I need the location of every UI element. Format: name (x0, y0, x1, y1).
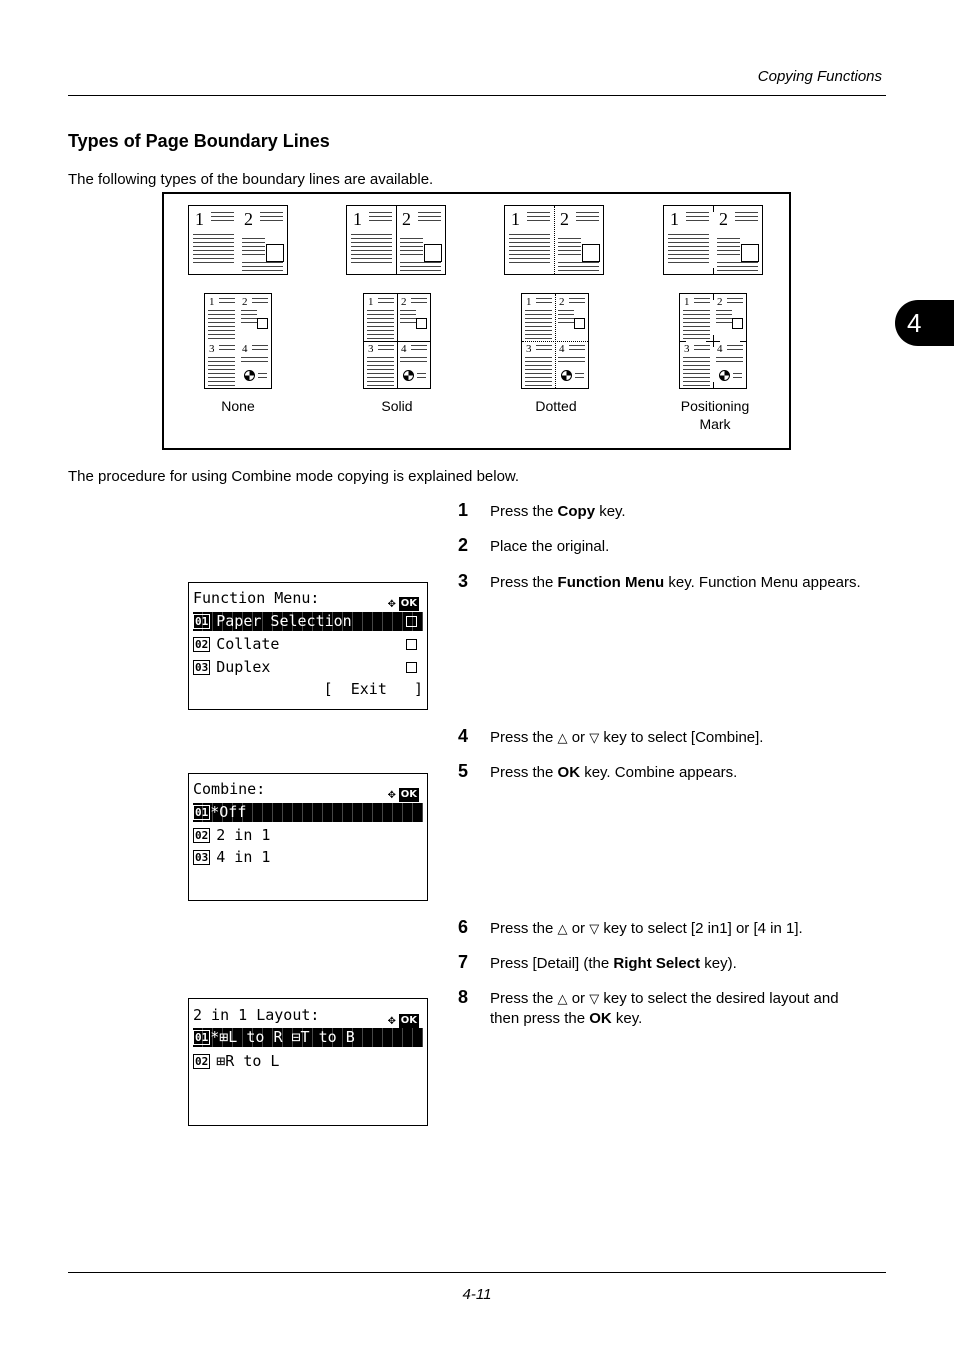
image-box-icon (574, 318, 585, 329)
step-text: Press the △ or ▽ key to select [Combine]. (490, 729, 764, 746)
text-lines (576, 212, 599, 224)
text-lines (694, 298, 710, 306)
text-lines (575, 373, 584, 381)
text-lines (411, 345, 427, 353)
text-lines (717, 262, 758, 274)
menu-item-collate[interactable]: 02 Collate (193, 635, 423, 654)
image-box-icon (582, 244, 600, 262)
boundary-line (396, 206, 397, 274)
down-arrow-icon: ▽ (589, 991, 600, 1006)
lcd-2in1-layout (188, 998, 428, 1126)
section-title: Types of Page Boundary Lines (68, 131, 330, 151)
text-lines (536, 298, 552, 306)
label-dotted: Dotted (535, 398, 577, 414)
label-positioning (655, 397, 775, 433)
page-number-label: 4 (559, 343, 565, 355)
ok-icon: OK (400, 1014, 417, 1026)
checkbox-icon (406, 639, 417, 650)
text-lines (242, 238, 265, 258)
pie-chart-icon (561, 370, 572, 381)
boundary-line (364, 341, 430, 342)
text-lines (252, 298, 268, 306)
navigation-icon: ✥ (387, 1013, 396, 1028)
text-lines (735, 212, 758, 224)
page-number-label: 1 (684, 296, 690, 308)
step-number: 6 (458, 917, 469, 937)
step-text: Press the OK key. Combine appears. (490, 764, 738, 781)
ok-icon: OK (400, 788, 417, 800)
text-lines (727, 298, 743, 306)
up-arrow-icon: △ (557, 991, 568, 1006)
page-quadrant (713, 341, 746, 388)
item-badge: 01 (195, 806, 209, 819)
text-lines (193, 234, 234, 266)
menu-item-paper-selection[interactable]: 01 Paper Selection (193, 612, 423, 631)
down-arrow-icon: ▽ (589, 921, 600, 936)
checkbox-icon (406, 616, 417, 627)
text-lines (683, 357, 710, 389)
text-lines (418, 212, 441, 224)
text-lines (558, 357, 585, 365)
menu-item-r-to-l[interactable]: 02 ⊞R to L (195, 1052, 280, 1070)
text-lines (569, 298, 585, 306)
text-lines (219, 345, 235, 353)
page-number-label: 4 (717, 343, 723, 355)
text-lines (668, 234, 709, 266)
thumbnail-2in1-mark (663, 205, 763, 275)
text-lines (525, 310, 552, 342)
text-lines (367, 310, 394, 342)
item-badge: 02 (195, 1055, 209, 1068)
text-lines (536, 345, 552, 353)
step-number: 8 (458, 987, 469, 1007)
step-text: Press the Function Menu key. Function Menu appears. (490, 574, 861, 591)
label-positioning-line2: Mark (699, 416, 731, 432)
page-quadrant (238, 341, 271, 388)
text-lines (378, 345, 394, 353)
page-half (347, 206, 396, 274)
label-solid: Solid (381, 398, 413, 414)
text-lines (241, 357, 268, 365)
page-number-label: 3 (526, 343, 532, 355)
menu-item-duplex[interactable]: 03 Duplex (193, 658, 423, 677)
item-badge: 03 (195, 661, 209, 674)
text-lines (252, 345, 268, 353)
image-box-icon (257, 318, 268, 329)
image-box-icon (416, 318, 427, 329)
thumbnail-4in1-dotted (521, 293, 589, 389)
ok-icon: OK (400, 597, 417, 609)
page-number-label: 2 (560, 209, 569, 229)
chapter-tab: 4 (895, 300, 954, 346)
page-half (396, 206, 445, 274)
text-lines (400, 262, 441, 274)
page-number-label: 3 (368, 343, 374, 355)
page-quadrant (205, 341, 238, 388)
section-intro: The following types of the boundary lines are available. (68, 171, 434, 188)
page-number-label: 3 (209, 343, 215, 355)
boundary-line (554, 206, 555, 274)
text-lines (208, 310, 235, 342)
text-lines (716, 310, 732, 326)
page-number-label: 2 (242, 296, 248, 308)
text-lines (378, 298, 394, 306)
step-text: Press [Detail] (the Right Select key). (490, 955, 737, 972)
image-box-icon (424, 244, 442, 262)
navigation-icon: ✥ (387, 787, 396, 802)
lcd-function-menu (188, 582, 428, 710)
position-mark (740, 341, 746, 342)
text-lines (400, 238, 423, 258)
page-number-label: 2 (717, 296, 723, 308)
thumbnail-4in1-solid (363, 293, 431, 389)
item-badge: 01 (195, 615, 209, 628)
text-lines (258, 373, 267, 381)
lcd-title: Combine: ✥ OK (193, 780, 417, 802)
text-lines (369, 212, 392, 224)
step-number: 4 (458, 726, 469, 746)
thumbnail-4in1-none (204, 293, 272, 389)
text-lines (351, 234, 392, 266)
page-quadrant (713, 294, 746, 341)
position-mark (713, 206, 714, 212)
text-lines (411, 298, 427, 306)
procedure-intro: The procedure for using Combine mode copying is explained below. (68, 468, 520, 485)
item-badge: 03 (195, 851, 209, 864)
page-quadrant (680, 341, 713, 388)
header-rule (68, 95, 886, 96)
page-number-label: 2 (244, 209, 253, 229)
text-lines (211, 212, 234, 224)
page-quadrant (522, 294, 555, 341)
up-arrow-icon: △ (557, 730, 568, 745)
checkbox-icon (406, 662, 417, 673)
step-text: Place the original. (490, 538, 610, 555)
text-lines (694, 345, 710, 353)
page-number-label: 1 (195, 209, 204, 229)
text-lines (219, 298, 235, 306)
text-lines (509, 234, 550, 266)
page-half (189, 206, 238, 274)
lcd-title: 2 in 1 Layout: ✥ OK (193, 1006, 417, 1028)
text-lines (400, 357, 427, 365)
lcd-title: Function Menu: ✥ OK (193, 589, 417, 611)
step-number: 5 (458, 761, 469, 781)
page-number-label: 2 (402, 209, 411, 229)
exit-softkey[interactable]: [ Exit ] (323, 680, 423, 698)
page-half (554, 206, 603, 274)
page-number: 4-11 (462, 1286, 492, 1303)
page-half (713, 206, 762, 274)
step-number: 3 (458, 571, 469, 591)
text-lines (683, 310, 710, 342)
menu-item-l-to-r[interactable]: 01 *⊞L to R ⊟T to B (193, 1028, 423, 1047)
text-lines (569, 345, 585, 353)
step-number: 7 (458, 952, 469, 972)
text-lines (733, 373, 742, 381)
page-quadrant (680, 294, 713, 341)
page-quadrant (205, 294, 238, 341)
page-number-label: 2 (401, 296, 407, 308)
page-number-label: 4 (401, 343, 407, 355)
text-lines (527, 212, 550, 224)
text-lines (716, 357, 743, 365)
page-number-label: 1 (526, 296, 532, 308)
text-lines (242, 262, 283, 274)
label-positioning-line1: Positioning (680, 398, 750, 414)
image-box-icon (266, 244, 284, 262)
image-box-icon (732, 318, 743, 329)
item-badge: 02 (195, 829, 209, 842)
page-quadrant (555, 294, 588, 341)
page-quadrant (238, 294, 271, 341)
running-header: Copying Functions (757, 68, 882, 85)
text-lines (558, 310, 574, 326)
page-number-label: 1 (353, 209, 362, 229)
page-number-label: 1 (209, 296, 215, 308)
thumbnail-2in1-solid (346, 205, 446, 275)
pie-chart-icon (244, 370, 255, 381)
text-lines (260, 212, 283, 224)
text-lines (558, 238, 581, 258)
position-mark (680, 341, 686, 342)
page-quadrant (555, 341, 588, 388)
page-number-label: 1 (670, 209, 679, 229)
page-number-label: 4 (242, 343, 248, 355)
text-lines (208, 357, 235, 389)
text-lines (367, 357, 394, 389)
navigation-icon: ✥ (387, 596, 396, 611)
down-arrow-icon: ▽ (589, 730, 600, 745)
menu-item-2in1[interactable]: 02 2 in 1 (195, 826, 271, 844)
pie-chart-icon (403, 370, 414, 381)
position-mark (713, 382, 714, 388)
text-lines (558, 262, 599, 274)
thumbnail-4in1-mark (679, 293, 747, 389)
page-half (664, 206, 713, 274)
image-box-icon (741, 244, 759, 262)
page-number-label: 1 (511, 209, 520, 229)
page-half (238, 206, 287, 274)
up-arrow-icon: △ (557, 921, 568, 936)
page-quadrant (397, 294, 430, 341)
text-lines (525, 357, 552, 389)
position-mark (706, 341, 719, 342)
footer-rule (68, 1272, 886, 1273)
page-number-label: 2 (559, 296, 565, 308)
text-lines (686, 212, 709, 224)
step-text: Press the △ or ▽ key to select the desired layout and then press the OK key. (490, 990, 839, 1027)
position-mark (713, 294, 714, 300)
thumbnail-2in1-none (188, 205, 288, 275)
page-number-label: 1 (368, 296, 374, 308)
text-lines (400, 310, 416, 326)
step-text: Press the Copy key. (490, 503, 626, 520)
step-number: 1 (458, 500, 469, 520)
item-badge: 02 (195, 638, 209, 651)
step-number: 2 (458, 535, 469, 555)
pie-chart-icon (719, 370, 730, 381)
menu-item-4in1[interactable]: 03 4 in 1 (195, 848, 271, 866)
page-number-label: 2 (719, 209, 728, 229)
page-quadrant (364, 294, 397, 341)
lcd-combine (188, 773, 428, 901)
text-lines (241, 310, 257, 326)
text-lines (717, 238, 740, 258)
thumbnail-2in1-dotted (504, 205, 604, 275)
page-quadrant (397, 341, 430, 388)
page-quadrant (364, 341, 397, 388)
page-quadrant (522, 341, 555, 388)
menu-item-off[interactable]: 01 *Off (193, 803, 423, 822)
boundary-line (522, 341, 588, 342)
item-badge: 01 (195, 1031, 209, 1044)
position-mark (713, 268, 714, 274)
page-number-label: 3 (684, 343, 690, 355)
step-text: Press the △ or ▽ key to select [2 in1] or [4 in 1]. (490, 920, 803, 937)
page-half (505, 206, 554, 274)
text-lines (727, 345, 743, 353)
text-lines (417, 373, 426, 381)
label-none: None (221, 398, 255, 414)
